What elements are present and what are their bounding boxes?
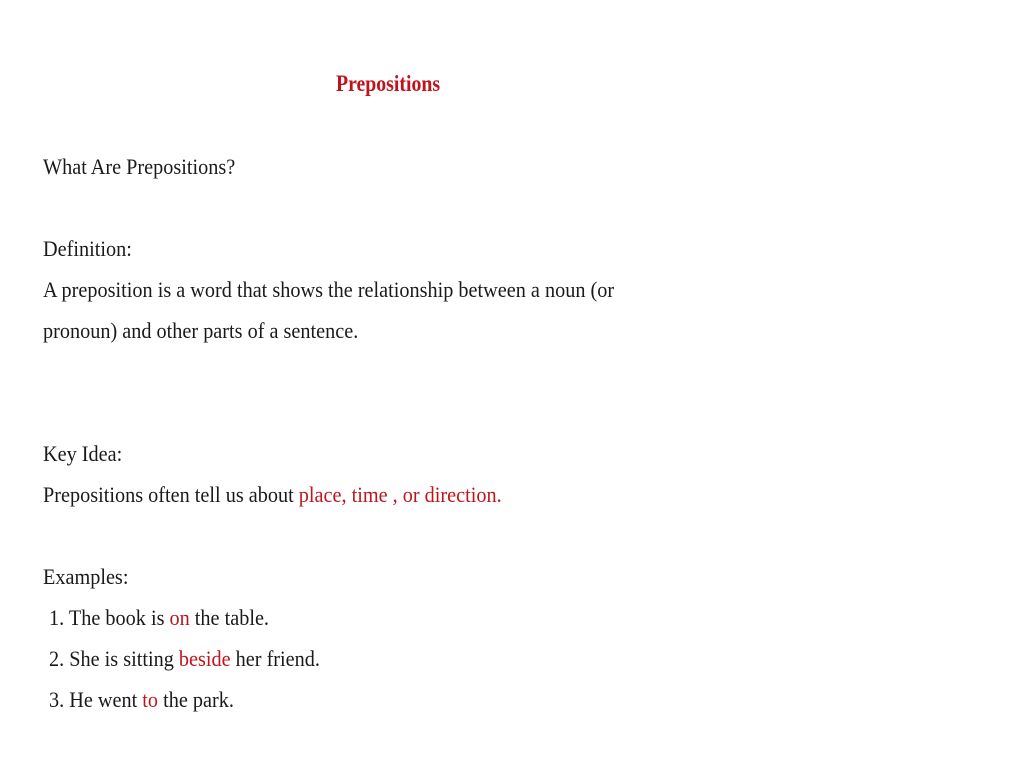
definition-text-line-1: A preposition is a word that shows the relationship between a noun (or [43,277,615,302]
example-preposition: on [169,605,190,630]
examples-heading: Examples: [43,564,129,589]
definition-text-line-2: pronoun) and other parts of a sentence. [43,318,359,343]
example-preposition: to [142,687,159,712]
key-idea-text [43,482,502,508]
definition-heading: Definition: [43,236,132,261]
slide-title: Prepositions [336,71,441,96]
example-text-after: the park. [158,687,234,712]
key-idea-prefix: Prepositions often tell us about [43,482,299,507]
example-item [49,687,234,713]
example-text-before: 2. She is sitting [49,646,179,671]
example-preposition: beside [178,646,231,671]
example-text-before: 3. He went [49,687,143,712]
example-text-after: her friend. [230,646,320,671]
key-idea-highlight: place, time , or direction. [298,482,502,507]
example-text-before: 1. The book is [49,605,170,630]
key-idea-heading: Key Idea: [43,441,123,466]
example-item [49,646,320,672]
question-heading: What Are Prepositions? [43,154,236,179]
example-text-after: the table. [189,605,269,630]
example-item [49,605,269,631]
